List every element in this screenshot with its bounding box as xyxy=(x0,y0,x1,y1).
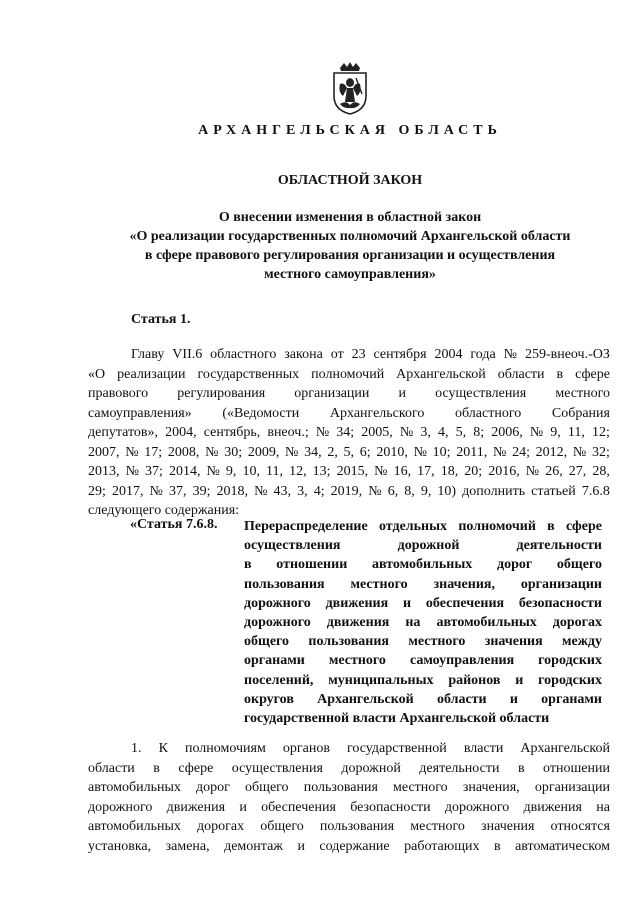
word: замена, xyxy=(165,838,210,854)
word: безопасности xyxy=(518,595,602,611)
word: государственной xyxy=(347,741,447,756)
word: пользования xyxy=(319,819,395,834)
word: 18, xyxy=(440,464,459,479)
word: 37, xyxy=(168,483,187,499)
word: 26, xyxy=(545,464,563,479)
word: 24; xyxy=(512,444,530,460)
word: Перераспределение xyxy=(244,519,368,534)
word: на xyxy=(596,799,610,815)
word: органами xyxy=(244,653,305,669)
word: 2007, xyxy=(88,444,120,460)
text-line xyxy=(88,404,610,424)
word: 16, xyxy=(393,464,412,479)
word: 259-внеоч.-ОЗ xyxy=(524,347,610,362)
word: движения xyxy=(325,595,389,611)
word: 2, xyxy=(327,444,338,460)
word: деятельности xyxy=(516,538,602,554)
word: № xyxy=(149,483,163,499)
word: следующего содержания: xyxy=(88,503,240,518)
word: самоуправления xyxy=(409,653,515,669)
word: дорожного xyxy=(244,615,311,631)
word: 8; xyxy=(473,425,485,440)
word: отношении xyxy=(276,557,348,573)
word: местного xyxy=(328,653,386,669)
word: 2010, xyxy=(376,444,408,460)
word: 5, xyxy=(455,425,467,440)
text-line xyxy=(244,613,602,632)
word: организации xyxy=(520,576,602,592)
word: 3, xyxy=(420,425,431,440)
word: государственных xyxy=(197,366,300,382)
word: значения, xyxy=(462,780,520,795)
word: К xyxy=(158,741,168,756)
word: статьей xyxy=(531,483,576,499)
coat-of-arms-icon xyxy=(326,60,374,116)
word: округов xyxy=(244,691,294,707)
text-line xyxy=(244,651,602,670)
text-line xyxy=(244,671,602,690)
word: районов xyxy=(448,672,501,688)
word: № xyxy=(125,444,139,460)
word: 11, xyxy=(266,464,284,479)
law-title-line: местного самоуправления» xyxy=(264,267,436,282)
word: отдельных xyxy=(378,519,448,534)
word: автоматическом xyxy=(515,838,610,854)
word: значения, xyxy=(433,576,495,592)
word: области xyxy=(497,366,545,382)
word: 4; xyxy=(313,483,325,499)
word: дорогах xyxy=(197,819,245,834)
word: автомобильных xyxy=(88,780,181,795)
word: значения xyxy=(481,819,535,834)
text-line xyxy=(244,632,602,651)
word: самоуправления» xyxy=(88,405,192,421)
word: местного xyxy=(350,576,408,592)
word: осуществления xyxy=(244,538,341,554)
word: № xyxy=(254,483,268,499)
word: 2016, xyxy=(488,464,520,479)
word: движения xyxy=(166,799,226,815)
word: на xyxy=(405,615,421,631)
word: 2006, xyxy=(491,425,523,440)
word: городских xyxy=(538,672,602,688)
word: 2014, xyxy=(168,464,201,479)
word: 2004, xyxy=(165,425,197,440)
word: 34; xyxy=(336,425,355,440)
text-line xyxy=(244,536,602,555)
word: относятся xyxy=(550,819,610,834)
word: сфере xyxy=(566,519,602,534)
word: № xyxy=(525,464,540,479)
text-line xyxy=(88,798,610,818)
text-line xyxy=(88,384,610,404)
word: деятельности xyxy=(419,760,500,776)
word: № xyxy=(125,464,139,479)
word: 29; xyxy=(88,483,106,499)
word: 2005, xyxy=(361,425,393,440)
word: и xyxy=(398,386,407,401)
text-line xyxy=(88,462,610,482)
word: 32; xyxy=(591,444,610,460)
word: VII.6 xyxy=(172,347,203,362)
article-7-6-8-label: «Статья 7.6.8. xyxy=(130,517,218,532)
text-line xyxy=(88,482,610,502)
text-line xyxy=(88,817,610,837)
word: № xyxy=(374,464,388,479)
word: № xyxy=(368,483,382,499)
article-1-paragraph xyxy=(88,345,610,521)
word: работающих xyxy=(404,838,480,854)
word: 13; xyxy=(312,464,331,479)
word: 8, xyxy=(404,483,415,499)
word: сентябрь, xyxy=(203,425,261,440)
word: внеоч.; xyxy=(267,425,309,440)
text-line xyxy=(88,345,610,365)
word: правового xyxy=(88,386,149,401)
law-title-line: в сфере правового регулирования организации и осуществления xyxy=(144,248,556,263)
word: в xyxy=(244,557,252,573)
word: Архангельской xyxy=(396,366,486,382)
word: дорожного xyxy=(444,799,510,815)
word: и xyxy=(297,838,305,854)
word: автомобильных xyxy=(436,615,537,631)
word: 2009, xyxy=(247,444,280,460)
word: 2011, xyxy=(456,444,488,460)
word: от xyxy=(330,347,344,362)
word: 39; xyxy=(192,483,211,499)
word: в xyxy=(517,760,525,776)
word: и xyxy=(515,672,524,688)
word: 3, xyxy=(297,483,308,499)
word: общего xyxy=(556,557,602,573)
word: 2019, xyxy=(330,483,363,499)
word: 2012, xyxy=(535,444,568,460)
word: и xyxy=(509,691,518,707)
word: 7.6.8 xyxy=(581,483,610,499)
word: № xyxy=(413,444,427,460)
word: 6, xyxy=(387,483,399,499)
word: дорожного xyxy=(244,595,311,611)
word: 2017, xyxy=(111,483,144,499)
word: («Ведомости xyxy=(222,405,300,421)
word: дорожной xyxy=(341,760,401,776)
law-title xyxy=(0,208,640,284)
word: и xyxy=(403,595,412,611)
word: 28, xyxy=(592,464,610,479)
text-line xyxy=(88,739,610,759)
word: 2015, xyxy=(336,464,369,479)
word: движения xyxy=(523,799,582,815)
word: общего xyxy=(245,780,289,795)
article-7-6-8-paragraph xyxy=(88,739,610,856)
word: 4, xyxy=(437,425,449,440)
word: депутатов», xyxy=(88,425,159,440)
word: № xyxy=(572,444,587,460)
word: в xyxy=(153,760,160,776)
word: обеспечения xyxy=(261,799,336,815)
word: государственной власти Архангельской области xyxy=(244,711,550,727)
text-line xyxy=(244,594,602,613)
word: № xyxy=(529,425,544,440)
word: дорожной xyxy=(397,538,460,554)
text-line xyxy=(88,837,610,857)
word: городских xyxy=(538,653,602,669)
word: 2004 xyxy=(434,347,463,362)
word: муниципальных xyxy=(328,672,434,688)
word: 17, xyxy=(417,464,435,479)
text-line xyxy=(244,690,602,709)
word: в xyxy=(547,519,555,534)
word: автомобильных xyxy=(88,819,181,834)
word: местного xyxy=(410,819,465,834)
word: органов xyxy=(282,741,330,756)
word: местного xyxy=(408,634,466,650)
word: местного xyxy=(393,780,448,795)
word: 34, xyxy=(304,444,322,460)
word: пользования xyxy=(244,576,325,592)
word: движения xyxy=(326,615,390,631)
word: Архангельского xyxy=(329,405,425,421)
word: 6; xyxy=(359,444,371,460)
word: 9, xyxy=(420,483,432,499)
text-line xyxy=(88,759,610,779)
text-line xyxy=(244,555,602,574)
word: в xyxy=(493,838,501,854)
word: области xyxy=(88,760,135,776)
word: 27, xyxy=(568,464,587,479)
law-title-line: О внесении изменения в областной закон xyxy=(218,210,482,225)
word: безопасности xyxy=(350,799,431,815)
word: № xyxy=(492,444,507,460)
word: отношении xyxy=(543,760,610,776)
word: 10, xyxy=(242,464,260,479)
text-line xyxy=(88,778,610,798)
word: организации xyxy=(294,386,370,401)
text-line xyxy=(244,709,602,728)
word: общего xyxy=(260,819,304,834)
word: 23 xyxy=(351,347,366,362)
word: организации xyxy=(534,780,610,795)
word: 43, xyxy=(273,483,292,499)
word: закона xyxy=(284,347,323,362)
word: демонтаж xyxy=(224,838,283,854)
word: пользования xyxy=(308,634,389,650)
word: автомобильных xyxy=(371,557,473,573)
word: полномочий xyxy=(458,519,536,534)
word: 9, xyxy=(225,464,237,479)
word: 37; xyxy=(144,464,163,479)
law-type: ОБЛАСТНОЙ ЗАКОН xyxy=(277,173,423,188)
word: 2013, xyxy=(88,464,120,479)
text-line xyxy=(244,575,602,594)
region-name: АРХАНГЕЛЬСКАЯ ОБЛАСТЬ xyxy=(198,123,502,138)
word: № xyxy=(205,444,219,460)
word: содержание xyxy=(319,838,390,854)
word: осуществления xyxy=(435,386,527,401)
word: Архангельской xyxy=(520,741,610,756)
word: дорог xyxy=(196,780,230,795)
word: Собрания xyxy=(551,405,610,421)
word: года xyxy=(470,347,496,362)
word: регулирования xyxy=(177,386,266,401)
word: в xyxy=(556,366,564,382)
word: Главу xyxy=(131,347,165,362)
word: 5, xyxy=(343,444,355,460)
text-line xyxy=(88,443,610,463)
word: сфере xyxy=(178,760,214,776)
text-line xyxy=(88,365,610,385)
word: Архангельской xyxy=(317,691,414,707)
word: полномочий xyxy=(311,366,385,382)
word: осуществления xyxy=(231,760,323,776)
word: дорогах xyxy=(552,615,602,631)
word: между xyxy=(562,634,602,650)
word: № xyxy=(399,425,414,440)
word: общего xyxy=(244,634,290,650)
word: сфере xyxy=(575,366,610,382)
word: 12; xyxy=(591,425,610,440)
word: 12, xyxy=(289,464,307,479)
word: «О xyxy=(88,366,106,382)
text-line xyxy=(244,517,602,536)
word: значения xyxy=(484,634,543,650)
word: 2008, xyxy=(167,444,200,460)
word: полномочиям xyxy=(184,741,266,756)
word: реализации xyxy=(117,366,186,382)
word: обеспечения xyxy=(425,595,505,611)
word: местного xyxy=(555,386,610,401)
word: и xyxy=(239,799,247,815)
word: областного xyxy=(210,347,277,362)
word: № xyxy=(503,347,518,362)
word: 10) xyxy=(437,483,457,499)
word: установка, xyxy=(88,838,152,854)
word: власти xyxy=(463,741,504,756)
article-7-6-8-title xyxy=(244,517,602,728)
word: дорожного xyxy=(88,799,153,815)
word: 10; xyxy=(432,444,451,460)
word: № xyxy=(315,425,330,440)
word: органами xyxy=(541,691,602,707)
word: 17; xyxy=(144,444,163,460)
article-1-heading: Статья 1. xyxy=(131,312,191,327)
word: 30; xyxy=(224,444,243,460)
word: сентября xyxy=(373,347,427,362)
word: 9, xyxy=(550,425,561,440)
law-title-line: «О реализации государственных полномочий Архангельской области xyxy=(129,229,571,244)
word: областного xyxy=(455,405,522,421)
word: № xyxy=(206,464,220,479)
word: 2018, xyxy=(216,483,249,499)
word: № xyxy=(285,444,299,460)
word: пользования xyxy=(303,780,378,795)
word: 1. xyxy=(131,741,142,756)
word: дорог xyxy=(496,557,533,573)
word: области xyxy=(436,691,487,707)
word: 11, xyxy=(567,425,585,440)
word: 20; xyxy=(464,464,483,479)
text-line xyxy=(88,423,610,443)
word: поселений, xyxy=(244,672,314,688)
word: дополнить xyxy=(462,483,526,499)
